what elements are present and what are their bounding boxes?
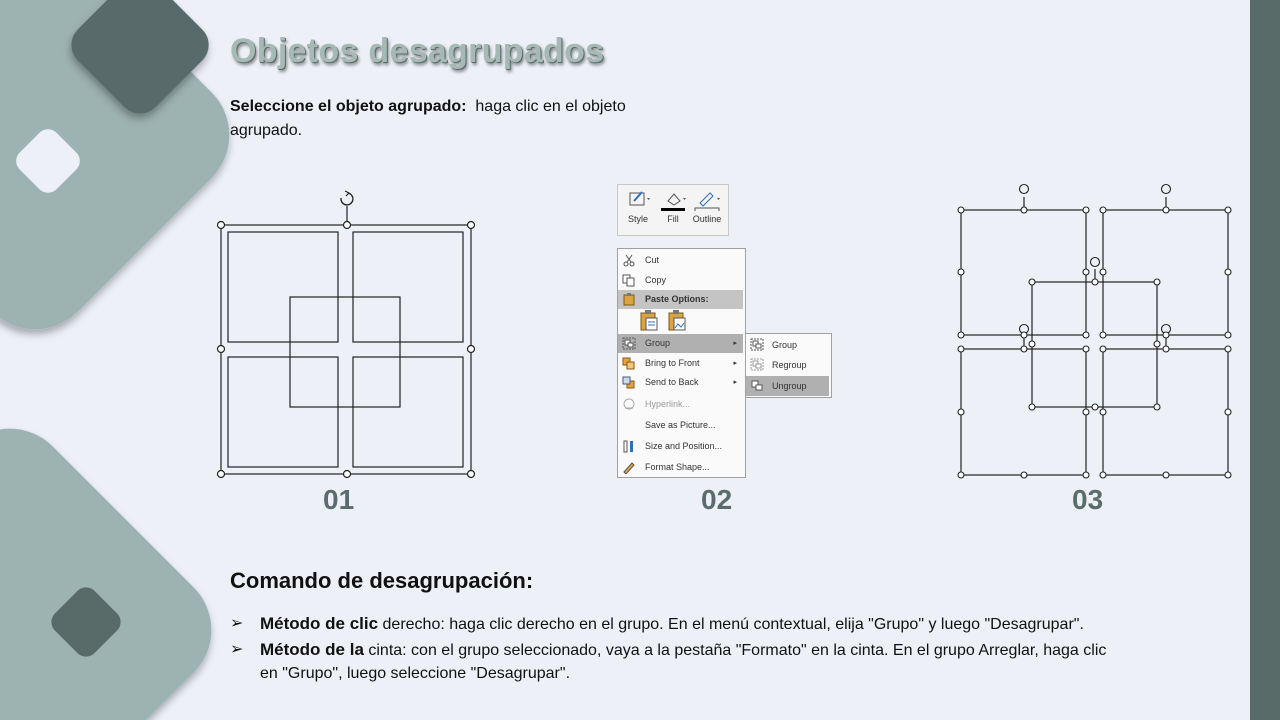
fill-button[interactable]: Fill (656, 187, 690, 231)
menu-item-cut[interactable]: Cut (618, 251, 743, 270)
decorative-shapes (0, 0, 240, 720)
outline-icon (690, 189, 724, 211)
menu-item-save-as-picture[interactable]: Save as Picture... (645, 420, 716, 430)
ungroup-icon (750, 379, 764, 392)
group-icon (622, 337, 636, 350)
outline-button[interactable]: Outline (690, 187, 724, 231)
square-top-left (228, 232, 338, 342)
selection-handles (958, 207, 1231, 478)
menu-item-size-and-position[interactable]: Size and Position... (618, 437, 743, 456)
selection-handles (218, 222, 475, 478)
square-bottom-left (961, 349, 1086, 475)
bring-front-icon (622, 357, 636, 370)
square-bottom-right (1103, 349, 1228, 475)
bullet-right-click-method (230, 612, 1110, 636)
style-icon (621, 189, 655, 211)
hyperlink-icon (622, 398, 636, 411)
square-bottom-right (353, 357, 463, 467)
fill-icon (656, 189, 690, 211)
square-center (1032, 282, 1157, 407)
paste-options-icons[interactable] (638, 310, 698, 332)
menu-item-format-shape[interactable]: Format Shape... (618, 458, 743, 477)
bullet-text: derecho: haga clic derecho en el grupo. En el menú contextual, elija "Grupo" y luego "Desagrupar". (382, 616, 1084, 633)
menu-item-group[interactable]: Group ▸ (618, 334, 743, 353)
menu-header-paste-options: Paste Options: (618, 290, 743, 309)
menu-item-send-to-back[interactable]: Send to Back ▸ (618, 373, 743, 392)
group-submenu (745, 333, 832, 398)
right-accent-bar (1250, 0, 1280, 720)
group-icon (750, 338, 764, 351)
submenu-arrow-icon: ▸ (733, 340, 737, 347)
menu-item-copy[interactable]: Copy (618, 271, 743, 290)
menu-item-bring-to-front[interactable]: Bring to Front ▸ (618, 354, 743, 373)
intro-bold: Seleccione el objeto agrupado: (230, 98, 467, 115)
style-button[interactable]: Style (621, 187, 655, 231)
submenu-item-ungroup[interactable]: Ungroup (746, 376, 829, 396)
bullet-ribbon-method (230, 638, 1110, 685)
square-top-right (1103, 210, 1228, 335)
intro-body: haga clic en el objeto agrupado. (230, 98, 626, 139)
bullet-list (230, 612, 1110, 687)
step-number-03: 03 (1072, 484, 1104, 515)
deco-diamond-large-bottom (0, 404, 236, 720)
submenu-item-regroup[interactable]: Regroup (746, 355, 829, 375)
paste-as-picture-icon[interactable] (669, 310, 685, 330)
regroup-icon (750, 358, 764, 371)
arrow-bullet-icon: ➢ (230, 641, 244, 658)
paste-keep-formatting-icon[interactable] (641, 310, 657, 330)
square-bottom-left (228, 357, 338, 467)
rotate-handle-icons (1020, 185, 1171, 334)
step-number-01: 01 (323, 484, 355, 515)
arrow-bullet-icon: ➢ (230, 615, 244, 632)
section-heading: Comando de desagrupación: (230, 568, 534, 593)
cut-icon (622, 254, 636, 267)
square-top-right (353, 232, 463, 342)
paste-icon (622, 293, 636, 306)
group-selection-box (221, 225, 471, 474)
submenu-arrow-icon: ▸ (733, 360, 737, 367)
copy-icon (622, 274, 636, 287)
context-menu (617, 248, 746, 478)
bullet-bold: Método de clic (260, 614, 379, 633)
submenu-item-group[interactable]: Group (746, 335, 829, 355)
menu-item-hyperlink: Hyperlink... (618, 395, 743, 414)
square-center (290, 297, 400, 407)
slide-title: Objetos desagrupados (230, 32, 605, 70)
bullet-bold: Método de la (260, 640, 364, 659)
submenu-arrow-icon: ▸ (733, 379, 737, 386)
intro-text (230, 95, 700, 143)
format-ribbon (617, 184, 729, 236)
grouped-object-illustration[interactable] (212, 186, 480, 482)
ungrouped-objects-illustration[interactable] (950, 178, 1240, 482)
size-position-icon (622, 440, 636, 453)
step-number-02: 02 (701, 484, 733, 515)
bullet-text: cinta: con el grupo seleccionado, vaya a la pestaña "Formato" en la cinta. En el grupo Arreglar, haga clic en "Grupo", luego seleccione "Desagrupar". (260, 642, 1107, 682)
format-shape-icon (622, 461, 636, 474)
square-top-left (961, 210, 1086, 335)
send-back-icon (622, 376, 636, 389)
